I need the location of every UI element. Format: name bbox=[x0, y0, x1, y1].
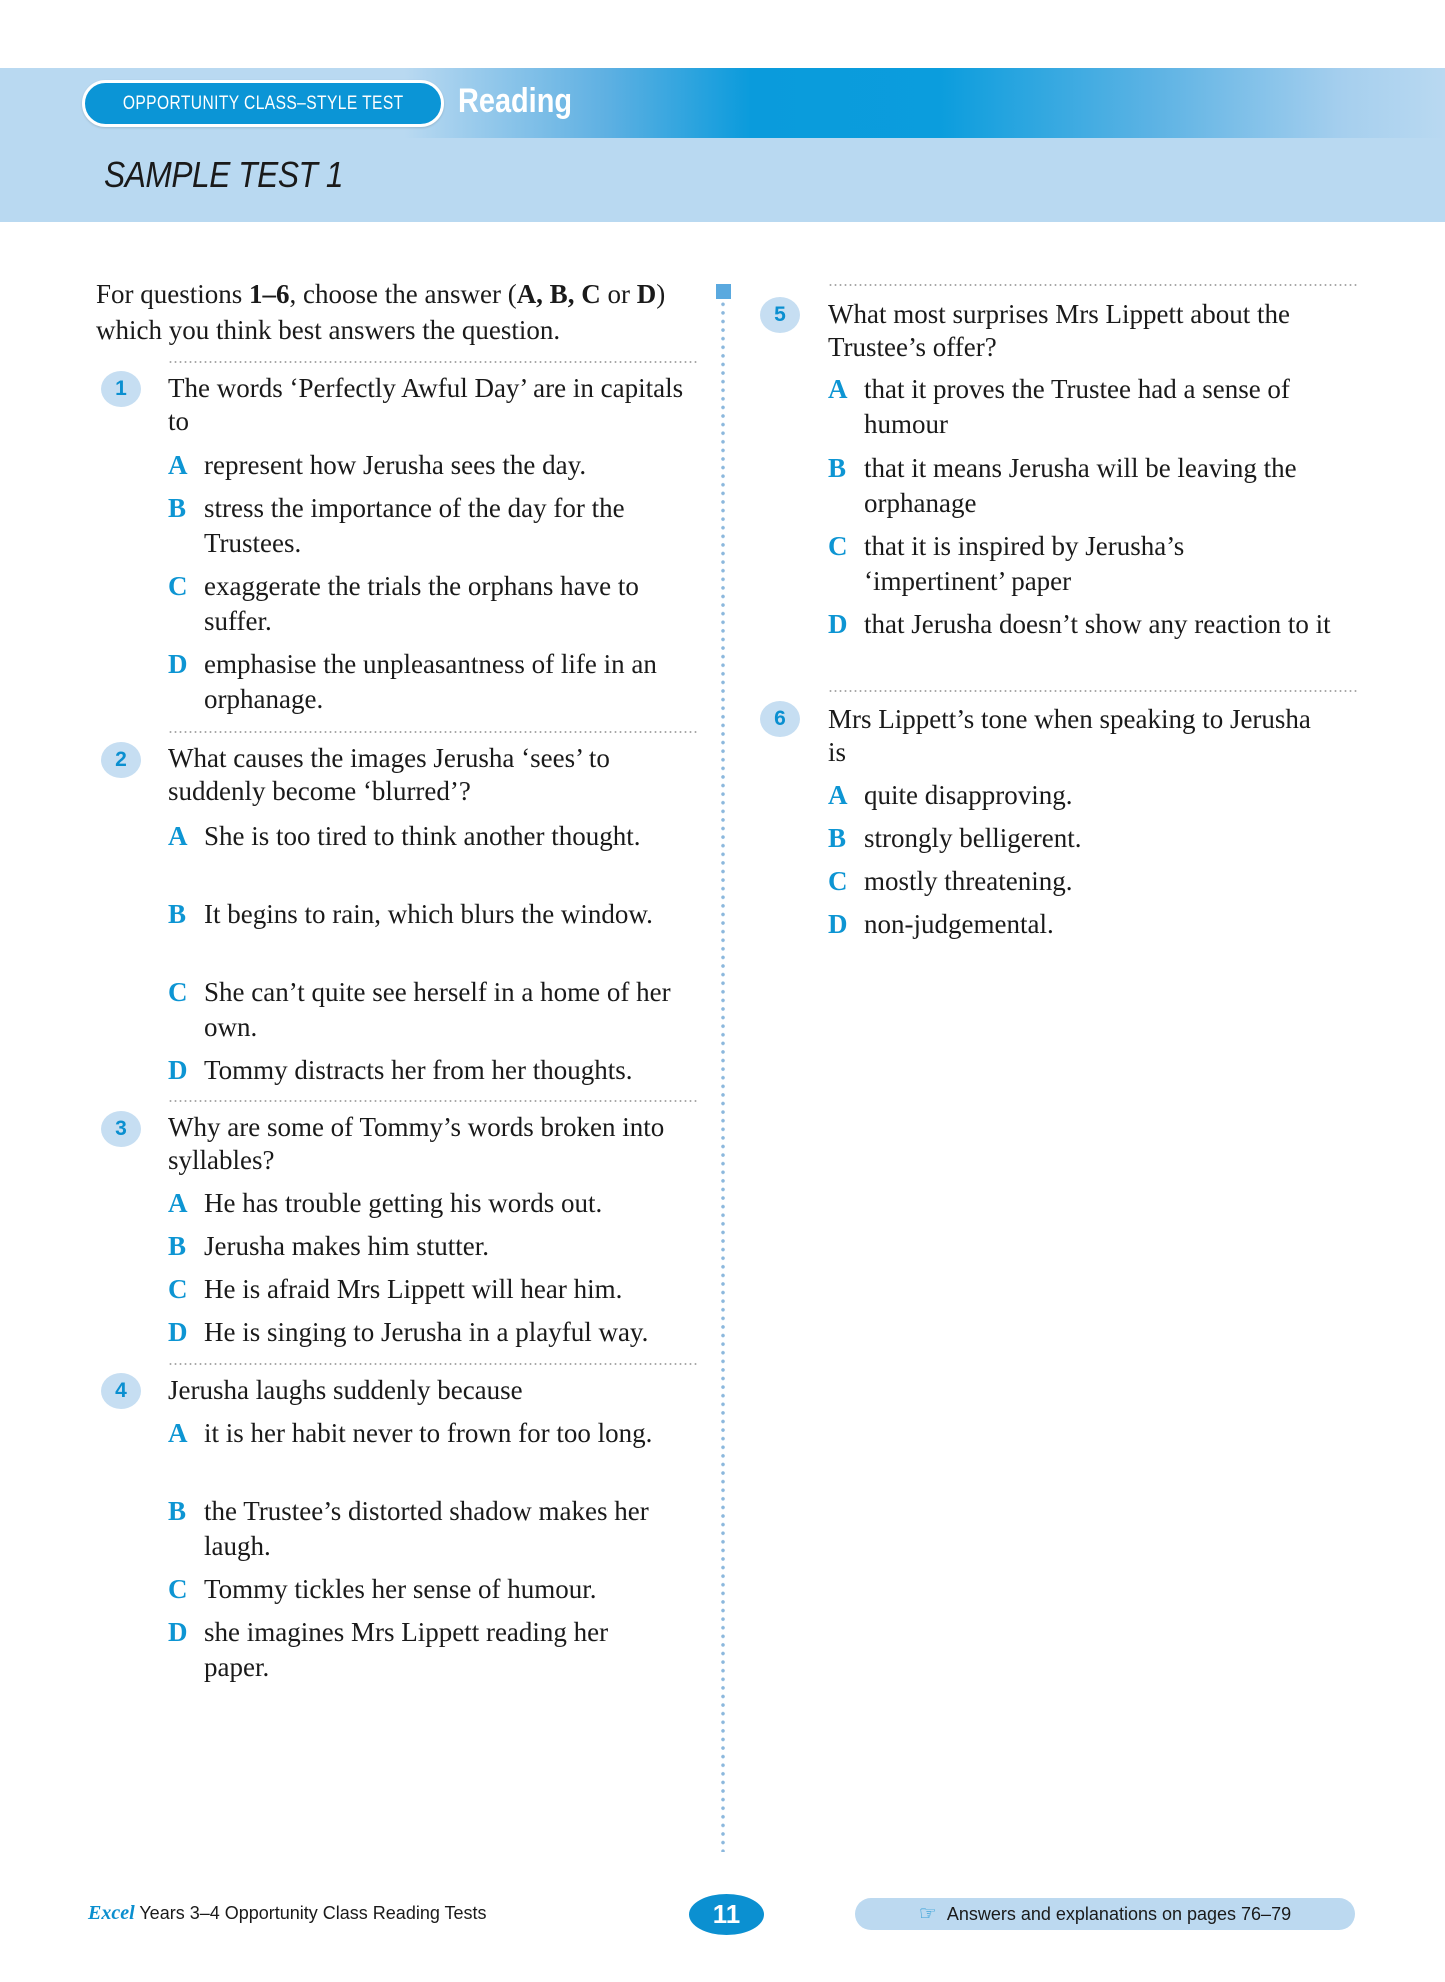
option-letter: C bbox=[168, 977, 188, 1007]
answer-option[interactable] bbox=[168, 897, 698, 932]
option-letter: B bbox=[828, 453, 847, 483]
option-text: He has trouble getting his words out. bbox=[204, 1188, 603, 1218]
answer-option[interactable] bbox=[828, 607, 1358, 642]
answer-option[interactable] bbox=[168, 1615, 678, 1685]
option-letter: D bbox=[828, 609, 848, 639]
answer-option[interactable] bbox=[168, 569, 698, 639]
option-text: emphasise the unpleasantness of life in an orphanage. bbox=[204, 649, 657, 714]
option-text: Tommy tickles her sense of humour. bbox=[204, 1574, 597, 1604]
question-separator bbox=[828, 690, 1358, 692]
question-number-badge bbox=[101, 1373, 141, 1409]
question-separator bbox=[168, 1100, 698, 1102]
answer-option[interactable] bbox=[828, 451, 1363, 521]
option-text: non-judgemental. bbox=[864, 909, 1054, 939]
intro-letters: A, B, C bbox=[516, 279, 601, 309]
question-number: 4 bbox=[115, 1379, 127, 1402]
page-number: 11 bbox=[712, 1899, 741, 1929]
answer-option[interactable] bbox=[828, 821, 1358, 856]
answers-reference bbox=[855, 1898, 1355, 1930]
brand-logo-text: Excel bbox=[88, 1902, 135, 1924]
pointing-hand-icon: ☞ bbox=[918, 1903, 937, 1925]
intro-text: , choose the answer ( bbox=[289, 279, 517, 309]
option-text: She is too tired to think another thought. bbox=[204, 821, 641, 851]
option-text: that it means Jerusha will be leaving the orphanage bbox=[864, 453, 1297, 518]
question-separator bbox=[168, 731, 698, 733]
answer-option[interactable] bbox=[168, 647, 698, 717]
option-letter: D bbox=[168, 1055, 188, 1085]
option-letter: B bbox=[168, 493, 187, 523]
column-marker-square bbox=[716, 284, 731, 299]
option-letter: C bbox=[828, 866, 848, 896]
option-text: that Jerusha doesn’t show any reaction to it bbox=[864, 609, 1331, 639]
option-text: mostly threatening. bbox=[864, 866, 1073, 896]
option-text: that it is inspired by Jerusha’s ‘impertinent’ paper bbox=[864, 531, 1185, 596]
option-letter: A bbox=[168, 821, 188, 851]
answer-option[interactable] bbox=[168, 1053, 708, 1088]
option-letter: A bbox=[828, 780, 848, 810]
question-text: Jerusha laughs suddenly because bbox=[168, 1375, 523, 1405]
option-letter: B bbox=[168, 1231, 187, 1261]
question-separator bbox=[168, 1363, 698, 1365]
answer-option[interactable] bbox=[168, 1229, 708, 1264]
answers-reference-text: Answers and explanations on pages 76–79 bbox=[946, 1903, 1292, 1924]
option-letter: D bbox=[168, 649, 188, 679]
question-separator bbox=[168, 361, 698, 363]
option-text: He is afraid Mrs Lippett will hear him. bbox=[204, 1274, 623, 1304]
option-text: stress the importance of the day for the Trustees. bbox=[204, 493, 625, 558]
answer-option[interactable] bbox=[828, 372, 1363, 442]
question-text: Why are some of Tommy’s words broken into syllables? bbox=[168, 1112, 665, 1175]
instructions bbox=[96, 276, 696, 348]
question-number: 2 bbox=[115, 748, 127, 771]
option-text: Tommy distracts her from her thoughts. bbox=[204, 1055, 633, 1085]
option-text: she imagines Mrs Lippett reading her paper. bbox=[204, 1617, 609, 1682]
option-letter: C bbox=[168, 571, 188, 601]
answer-option[interactable] bbox=[168, 819, 698, 854]
question-number: 1 bbox=[115, 377, 127, 400]
option-letter: C bbox=[828, 531, 848, 561]
option-text: It begins to rain, which blurs the window. bbox=[204, 899, 653, 929]
question-separator bbox=[828, 284, 1358, 286]
intro-range: 1–6 bbox=[249, 279, 290, 309]
answer-option[interactable] bbox=[168, 975, 698, 1045]
column-divider bbox=[721, 300, 725, 1852]
question-number-badge bbox=[101, 742, 141, 778]
option-text: that it proves the Trustee had a sense of humour bbox=[864, 374, 1290, 439]
question-number-badge bbox=[760, 701, 800, 737]
option-letter: D bbox=[168, 1617, 188, 1647]
question-number: 6 bbox=[774, 707, 786, 730]
option-text: Jerusha makes him stutter. bbox=[204, 1231, 489, 1261]
series-label: OPPORTUNITY CLASS–STYLE TEST bbox=[122, 92, 404, 114]
option-text: He is singing to Jerusha in a playful way. bbox=[204, 1317, 649, 1347]
subject-title: Reading bbox=[458, 82, 573, 120]
question-text: Mrs Lippett’s tone when speaking to Jerusha is bbox=[828, 704, 1311, 767]
option-letter: D bbox=[168, 1317, 188, 1347]
option-text: represent how Jerusha sees the day. bbox=[204, 450, 587, 480]
answer-option[interactable] bbox=[168, 1272, 708, 1307]
option-letter: B bbox=[168, 899, 187, 929]
question-text: What causes the images Jerusha ‘sees’ to suddenly become ‘blurred’? bbox=[168, 743, 610, 806]
page-title: SAMPLE TEST 1 bbox=[104, 154, 344, 195]
intro-letter-d: D bbox=[636, 279, 657, 309]
option-text: She can’t quite see herself in a home of her own. bbox=[204, 977, 671, 1042]
answer-option[interactable] bbox=[828, 529, 1298, 599]
option-text: it is her habit never to frown for too long. bbox=[204, 1418, 653, 1448]
option-text: quite disapproving. bbox=[864, 780, 1073, 810]
intro-text: ) which you think best answers the question. bbox=[96, 279, 666, 345]
option-text: exaggerate the trials the orphans have to suffer. bbox=[204, 571, 639, 636]
answer-option[interactable] bbox=[168, 448, 698, 483]
answer-option[interactable] bbox=[168, 1416, 668, 1451]
answer-option[interactable] bbox=[168, 1186, 708, 1221]
question-number-badge bbox=[101, 1111, 141, 1147]
option-letter: A bbox=[828, 374, 848, 404]
question-number: 3 bbox=[115, 1117, 127, 1140]
option-letter: B bbox=[168, 1496, 187, 1526]
option-text: strongly belligerent. bbox=[864, 823, 1082, 853]
option-letter: A bbox=[168, 1418, 188, 1448]
series-label-pill bbox=[82, 80, 444, 127]
option-letter: D bbox=[828, 909, 848, 939]
answer-option[interactable] bbox=[828, 864, 1358, 899]
answer-option[interactable] bbox=[828, 907, 1358, 942]
option-letter: C bbox=[168, 1574, 188, 1604]
question-text: The words ‘Perfectly Awful Day’ are in capitals to bbox=[168, 373, 684, 436]
option-letter: A bbox=[168, 1188, 188, 1218]
option-letter: A bbox=[168, 450, 188, 480]
intro-text: or bbox=[600, 279, 637, 309]
option-letter: B bbox=[828, 823, 847, 853]
answer-option[interactable] bbox=[168, 1315, 718, 1350]
option-text: the Trustee’s distorted shadow makes her laugh. bbox=[204, 1496, 649, 1561]
book-title: Years 3–4 Opportunity Class Reading Tests bbox=[134, 1903, 487, 1923]
answer-option[interactable] bbox=[828, 778, 1358, 813]
page-number-badge bbox=[689, 1894, 764, 1935]
answer-option[interactable] bbox=[168, 491, 698, 561]
footer-book-title bbox=[88, 1902, 487, 1925]
question-number: 5 bbox=[774, 303, 786, 326]
intro-text: For questions bbox=[96, 279, 250, 309]
answer-option[interactable] bbox=[168, 1494, 678, 1564]
option-letter: C bbox=[168, 1274, 188, 1304]
question-text: What most surprises Mrs Lippett about the Trustee’s offer? bbox=[828, 299, 1290, 362]
answer-option[interactable] bbox=[168, 1572, 708, 1607]
question-number-badge bbox=[101, 371, 141, 407]
question-number-badge bbox=[760, 297, 800, 333]
